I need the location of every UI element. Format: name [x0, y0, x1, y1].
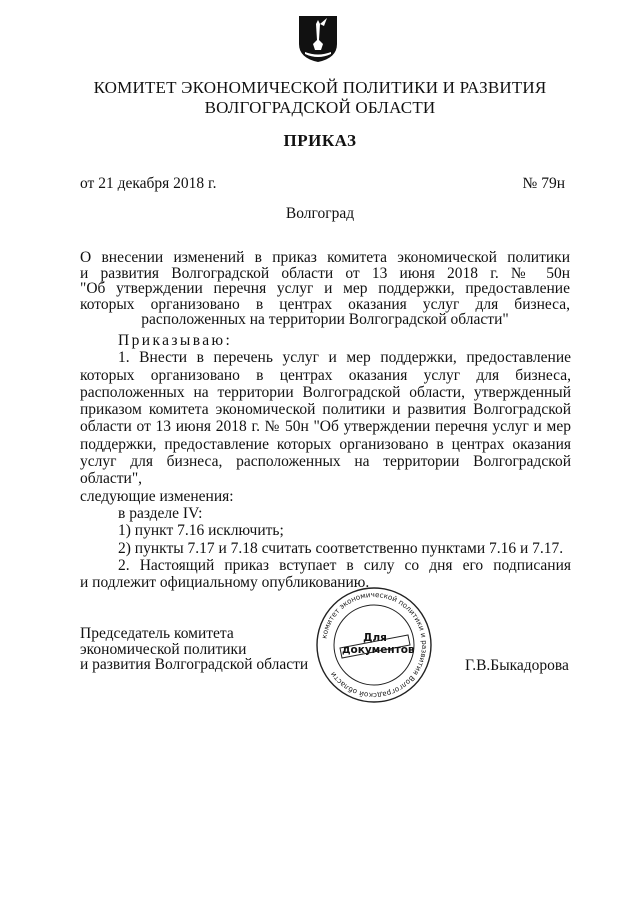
body-line: которых организовано в центрах оказания услуг для бизнеса,	[80, 366, 571, 384]
document-number: № 79н	[522, 175, 565, 192]
body-line: расположенных на территории Волгоградской области, утвержденный	[80, 383, 571, 401]
document-city: Волгоград	[285, 205, 355, 222]
document-date: от 21 декабря 2018 г.	[80, 175, 217, 192]
subject-line: и развития Волгоградской области от 13 июня 2018 г. № 50н	[80, 264, 570, 282]
stamp-label	[342, 632, 415, 656]
section-label: в разделе IV:	[118, 504, 203, 522]
body-line: поддержки, предоставление которых организовано в центрах оказания	[80, 435, 571, 453]
organization-name	[60, 78, 580, 118]
document-subject	[80, 250, 570, 328]
body-line: 2. Настоящий приказ вступает в силу со дня его подписания	[118, 556, 571, 574]
subject-line: которых организовано в центрах оказания услуг для бизнеса,	[80, 295, 570, 313]
body-line: услуг для бизнеса, расположенных на территории Волгоградской области",	[80, 453, 571, 488]
organization-name-line2: ВОЛГОГРАДСКОЙ ОБЛАСТИ	[204, 98, 436, 117]
organization-name-line1: КОМИТЕТ ЭКОНОМИЧЕСКОЙ ПОЛИТИКИ И РАЗВИТИЯ	[93, 78, 547, 97]
subject-line: "Об утверждении перечня услуг и мер поддержки, предоставление	[80, 280, 570, 297]
body-line: приказом комитета экономической политики и развития Волгоградской	[80, 401, 571, 419]
document-body	[80, 332, 571, 591]
body-line: области от 13 июня 2018 г. № 50н "Об утверждении перечня услуг и мер	[80, 418, 571, 436]
position-line: и развития Волгоградской области	[80, 656, 309, 673]
body-line: и подлежит официальному опубликованию.	[80, 574, 370, 592]
stamp-label-line1: Для	[363, 632, 387, 644]
position-line: Председатель комитета	[80, 625, 234, 642]
order-word: Приказываю:	[118, 332, 233, 349]
subject-line: О внесении изменений в приказ комитета экономической политики	[80, 249, 570, 266]
list-item: 2) пункты 7.17 и 7.18 считать соответственно пунктами 7.16 и 7.17.	[118, 539, 564, 557]
signatory-name: Г.В.Быкадорова	[465, 657, 569, 674]
signatory-position	[80, 626, 308, 673]
body-line: 1. Внести в перечень услуг и мер поддержки, предоставление	[118, 349, 571, 367]
stamp-label-line2: документов	[342, 644, 415, 656]
position-line: экономической политики	[80, 640, 247, 658]
subject-line: расположенных на территории Волгоградской области"	[141, 311, 509, 328]
body-line: следующие изменения:	[80, 487, 234, 505]
coat-of-arms-icon	[297, 14, 339, 64]
document-type: ПРИКАЗ	[283, 131, 357, 150]
list-item: 1) пункт 7.16 исключить;	[118, 522, 284, 540]
stamp-ring-text: комитет экономической политики и развития Волгоградской области	[319, 589, 430, 701]
